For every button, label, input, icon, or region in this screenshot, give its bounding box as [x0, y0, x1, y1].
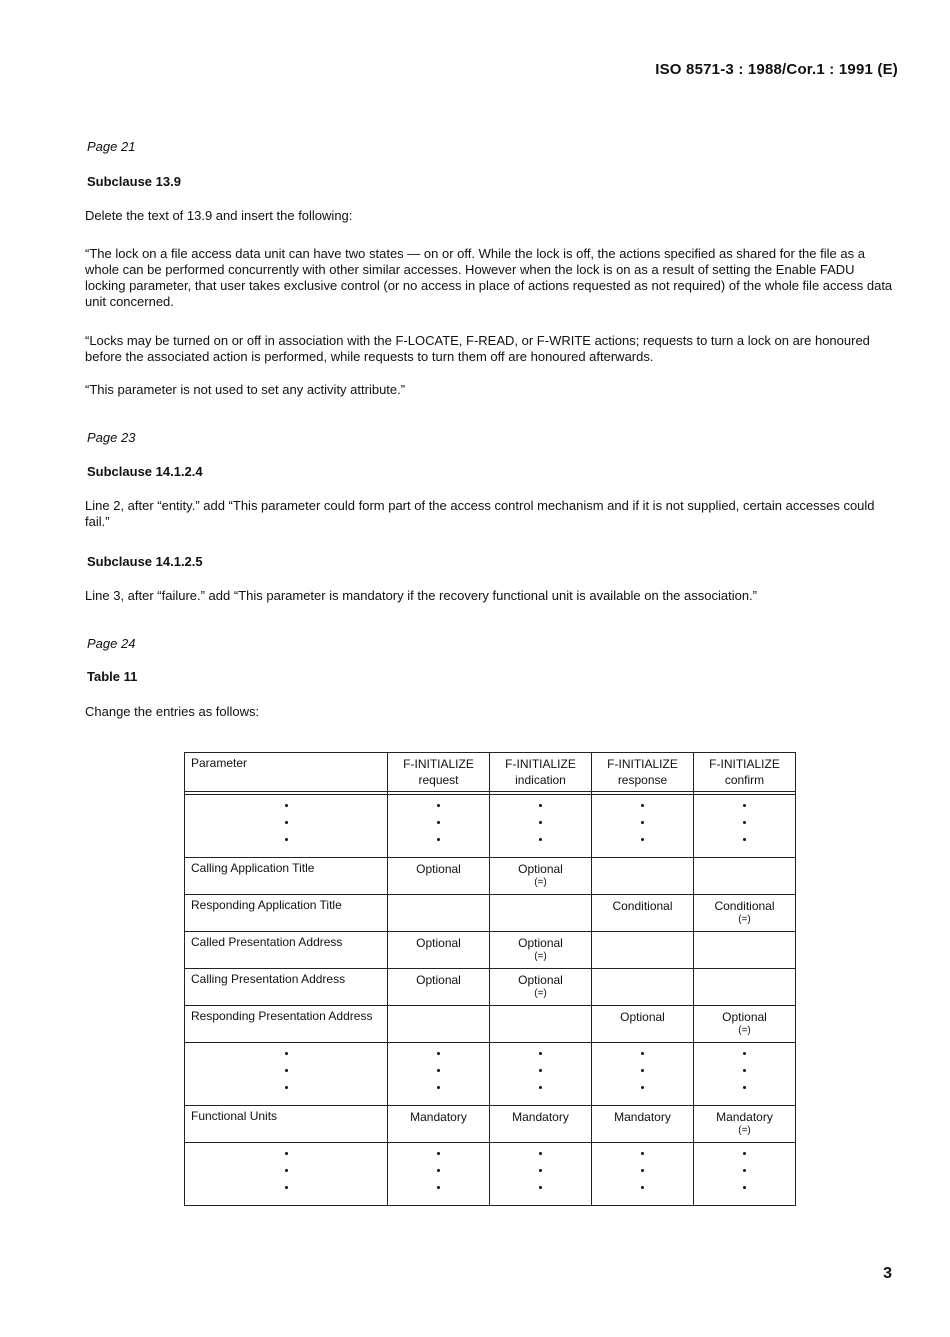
- paragraph-instruction: Delete the text of 13.9 and insert the following:: [85, 208, 353, 223]
- value-cell: Optional: [388, 932, 490, 969]
- param-cell: Functional Units: [185, 1106, 388, 1143]
- ellipsis-row: [185, 1043, 796, 1106]
- value-cell: Optional (=): [694, 1006, 796, 1043]
- value-cell: Optional: [388, 969, 490, 1006]
- value-cell: Mandatory: [592, 1106, 694, 1143]
- table-row: [185, 895, 796, 932]
- page-ref-21: Page 21: [87, 139, 136, 154]
- paragraph-14-1-2-5: Line 3, after “failure.” add “This parameter is mandatory if the recovery functional unit is available on the association.”: [85, 588, 758, 603]
- param-cell: Responding Presentation Address: [185, 1006, 388, 1043]
- table-row: [185, 858, 796, 895]
- value-cell: Mandatory: [388, 1106, 490, 1143]
- param-cell: Responding Application Title: [185, 895, 388, 932]
- value-cell: [694, 858, 796, 895]
- value-cell: Mandatory (=): [694, 1106, 796, 1143]
- document-header: ISO 8571-3 : 1988/Cor.1 : 1991 (E): [655, 61, 898, 78]
- ellipsis-row: [185, 1143, 796, 1206]
- value-cell: [592, 969, 694, 1006]
- paragraph-activity-attribute: “This parameter is not used to set any activity attribute.”: [85, 382, 406, 397]
- header-request: F-INITIALIZE request: [388, 753, 490, 792]
- header-confirm: F-INITIALIZE confirm: [694, 753, 796, 792]
- table-row: [185, 969, 796, 1006]
- value-cell: [388, 895, 490, 932]
- value-cell: [694, 932, 796, 969]
- param-cell: Calling Presentation Address: [185, 969, 388, 1006]
- paragraph-lock-states: “The lock on a file access data unit can have two states — on or off. While the lock is off, the actions specified as shared for the file as a whole can be performed concurrently with other similar accesses. However when the lock is on as a result of setting the Enable FADU locking parameter, that user takes exclusive control (or no access in place of actions requested as not required) of the whole file access data unit concerned.: [85, 246, 893, 309]
- value-cell: Optional (=): [490, 858, 592, 895]
- value-cell: [388, 1006, 490, 1043]
- value-cell: [694, 969, 796, 1006]
- page-number: 3: [883, 1265, 892, 1282]
- value-cell: [490, 895, 592, 932]
- value-cell: Optional (=): [490, 932, 592, 969]
- header-indication: F-INITIALIZE indication: [490, 753, 592, 792]
- header-response: F-INITIALIZE response: [592, 753, 694, 792]
- page-ref-23: Page 23: [87, 430, 136, 445]
- table-row: [185, 932, 796, 969]
- subclause-14-1-2-5: Subclause 14.1.2.5: [87, 554, 203, 569]
- table-row: [185, 1106, 796, 1143]
- paragraph-locks-association: “Locks may be turned on or off in association with the F-LOCATE, F-READ, or F-WRITE actions; requests to turn a lock on are honoured before the associated action is performed, while requests to turn them off are honoured afterwards.: [85, 333, 870, 364]
- value-cell: [592, 932, 694, 969]
- value-cell: Optional (=): [490, 969, 592, 1006]
- value-cell: Optional: [592, 1006, 694, 1043]
- value-cell: Optional: [388, 858, 490, 895]
- param-cell: Called Presentation Address: [185, 932, 388, 969]
- page-ref-24: Page 24: [87, 636, 136, 651]
- value-cell: [592, 858, 694, 895]
- paragraph-change-entries: Change the entries as follows:: [85, 704, 260, 719]
- header-parameter: Parameter: [185, 753, 388, 792]
- value-cell: [490, 1006, 592, 1043]
- table-header-row: [185, 753, 796, 792]
- paragraph-14-1-2-4: Line 2, after “entity.” add “This parameter could form part of the access control mechanism and if it is not supplied, certain accesses could fail.”: [85, 498, 875, 529]
- table-11-label: Table 11: [87, 669, 138, 684]
- ellipsis-row: [185, 795, 796, 858]
- subclause-13-9: Subclause 13.9: [87, 174, 181, 189]
- table-row: [185, 1006, 796, 1043]
- table-11: [184, 752, 796, 1206]
- param-cell: Calling Application Title: [185, 858, 388, 895]
- value-cell: Conditional: [592, 895, 694, 932]
- subclause-14-1-2-4: Subclause 14.1.2.4: [87, 464, 203, 479]
- value-cell: Mandatory: [490, 1106, 592, 1143]
- value-cell: Conditional (=): [694, 895, 796, 932]
